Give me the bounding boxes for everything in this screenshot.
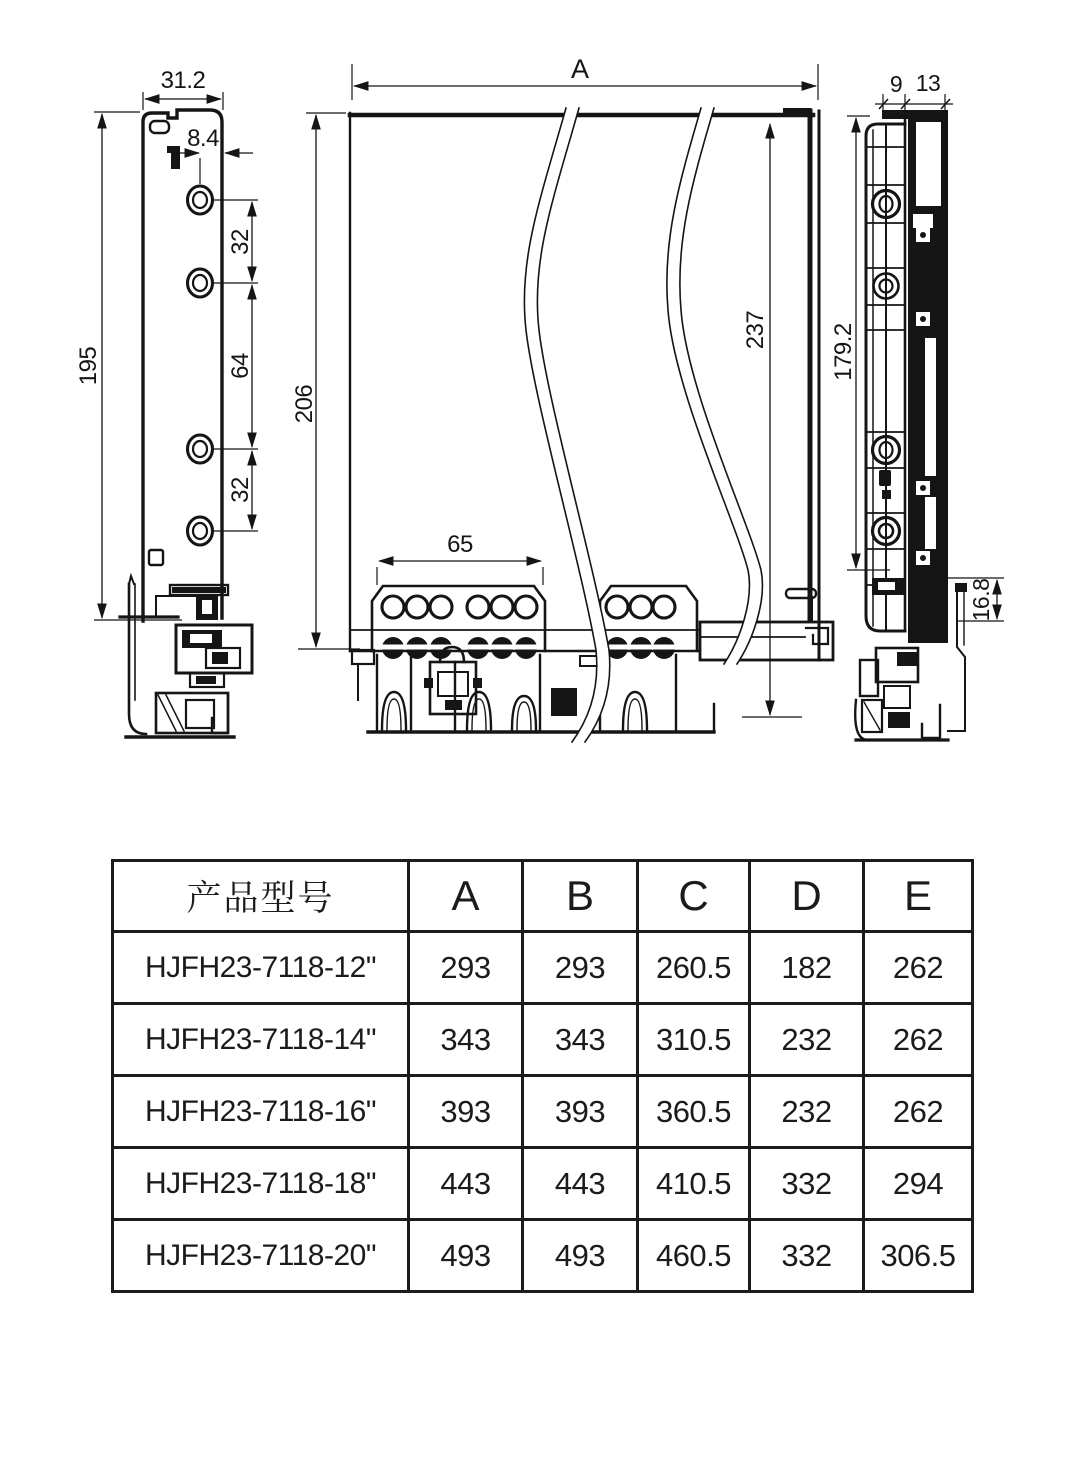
spec-cell: 232 [750, 1076, 864, 1148]
dim-left-height: 195 [75, 346, 102, 386]
model-cell: HJFH23-7118-16" [113, 1076, 409, 1148]
dim-front-rail-width: 65 [447, 531, 473, 558]
model-cell: HJFH23-7118-20" [113, 1220, 409, 1292]
spec-cell: 260.5 [638, 932, 750, 1004]
product-spec-table [111, 859, 974, 1293]
spec-cell: 410.5 [638, 1148, 750, 1220]
spec-cell: 262 [864, 1004, 973, 1076]
model-cell: HJFH23-7118-14" [113, 1004, 409, 1076]
spec-cell: 443 [409, 1148, 523, 1220]
spec-cell: 306.5 [864, 1220, 973, 1292]
dim-left-gap2: 64 [227, 353, 254, 379]
spec-cell: 343 [523, 1004, 638, 1076]
spec-row [113, 932, 973, 1004]
model-cell: HJFH23-7118-18" [113, 1148, 409, 1220]
slot-mark [167, 146, 180, 169]
spec-table-header-row [113, 861, 973, 932]
spec-cell: 493 [409, 1220, 523, 1292]
spec-cell: 332 [750, 1220, 864, 1292]
left-view-dimensions [75, 67, 258, 620]
model-cell: HJFH23-7118-12" [113, 932, 409, 1004]
dim-left-hole-offset: 8.4 [187, 125, 219, 152]
front-view [350, 108, 833, 742]
spec-cell: 360.5 [638, 1076, 750, 1148]
header-C: C [638, 861, 750, 932]
dim-right-lip: 9 [889, 71, 903, 97]
stamp-mark [879, 470, 891, 486]
spec-cell: 393 [409, 1076, 523, 1148]
spec-cell: 232 [750, 1004, 864, 1076]
dim-right-height: 179.2 [830, 323, 857, 381]
spec-cell: 262 [864, 1076, 973, 1148]
dim-left-gap3: 32 [227, 477, 254, 503]
spec-cell: 493 [523, 1220, 638, 1292]
left-side-view [120, 110, 252, 737]
dim-right-bottom: 16.8 [968, 578, 994, 622]
dim-front-height: 206 [291, 384, 318, 424]
spec-row [113, 1076, 973, 1148]
header-A: A [409, 861, 523, 932]
dim-left-gap1: 32 [227, 229, 254, 255]
spec-cell: 294 [864, 1148, 973, 1220]
dim-right-channel: 13 [915, 70, 941, 96]
spec-cell: 310.5 [638, 1004, 750, 1076]
dim-left-width: 31.2 [160, 67, 206, 94]
spec-cell: 293 [523, 932, 638, 1004]
spec-table-body [113, 932, 973, 1292]
spec-cell: 332 [750, 1148, 864, 1220]
spec-row [113, 1148, 973, 1220]
spec-cell: 393 [523, 1076, 638, 1148]
stamp-mark [882, 490, 891, 499]
spec-cell: 460.5 [638, 1220, 750, 1292]
dim-front-inner-height: 237 [742, 310, 769, 350]
spec-row [113, 1220, 973, 1292]
dim-front-width: A [570, 54, 590, 84]
spec-row [113, 1004, 973, 1076]
right-end-view [855, 110, 967, 740]
spec-cell: 443 [523, 1148, 638, 1220]
spec-cell: 182 [750, 932, 864, 1004]
spec-cell: 293 [409, 932, 523, 1004]
header-B: B [523, 861, 638, 932]
break-line-2 [667, 108, 763, 664]
header-E: E [864, 861, 973, 932]
spec-cell: 343 [409, 1004, 523, 1076]
header-D: D [750, 861, 864, 932]
spec-cell: 262 [864, 932, 973, 1004]
header-model: 产品型号 [113, 861, 409, 932]
